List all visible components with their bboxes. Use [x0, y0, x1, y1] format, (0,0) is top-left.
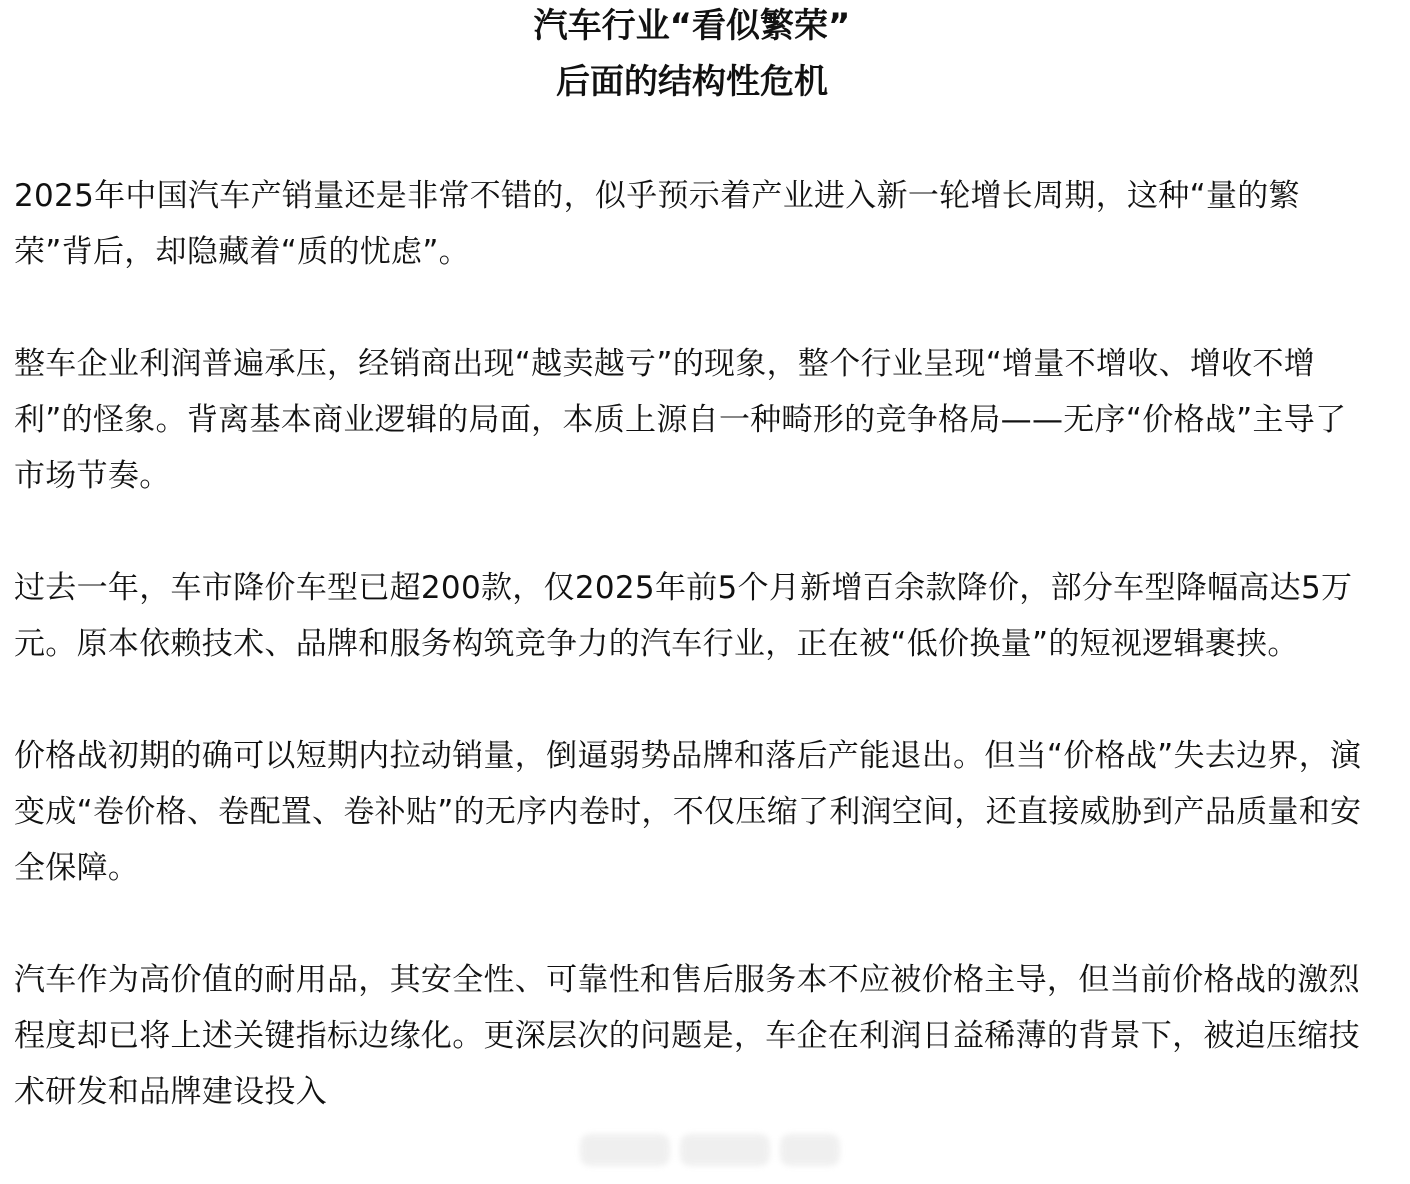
- blurred-text-fragment-2: [680, 1134, 770, 1166]
- title-line-2: 后面的结构性危机: [556, 62, 828, 102]
- paragraph-1: 2025年中国汽车产销量还是非常不错的，似乎预示着产业进入新一轮增长周期，这种“量的繁荣”背后，却隐藏着“质的忧虑”。: [14, 178, 1300, 270]
- article-title: [14, 0, 1370, 110]
- blurred-text-fragment-3: [780, 1134, 840, 1166]
- paragraph-2: 整车企业利润普遍承压，经销商出现“越卖越亏”的现象，整个行业呈现“增量不增收、增收不增利”的怪象。背离基本商业逻辑的局面，本质上源自一种畸形的竞争格局——无序“价格战”主导了市场节奏。: [14, 346, 1347, 494]
- paragraph-4: 价格战初期的确可以短期内拉动销量，倒逼弱势品牌和落后产能退出。但当“价格战”失去边界，演变成“卷价格、卷配置、卷补贴”的无序内卷时，不仅压缩了利润空间，还直接威胁到产品质量和安全保障。: [14, 738, 1362, 886]
- blurred-text-fragment-1: [580, 1134, 670, 1166]
- paragraph-3: 过去一年，车市降价车型已超200款，仅2025年前5个月新增百余款降价，部分车型降幅高达5万元。原本依赖技术、品牌和服务构筑竞争力的汽车行业，正在被“低价换量”的短视逻辑裹挟。: [14, 570, 1353, 662]
- title-line-1: 汽车行业“看似繁荣”: [533, 6, 851, 46]
- paragraph-5: 汽车作为高价值的耐用品，其安全性、可靠性和售后服务本不应被价格主导，但当前价格战的激烈程度却已将上述关键指标边缘化。更深层次的问题是，车企在利润日益稀薄的背景下，被迫压缩技术研发和品牌建设投入: [14, 962, 1360, 1110]
- article: [14, 0, 1370, 1120]
